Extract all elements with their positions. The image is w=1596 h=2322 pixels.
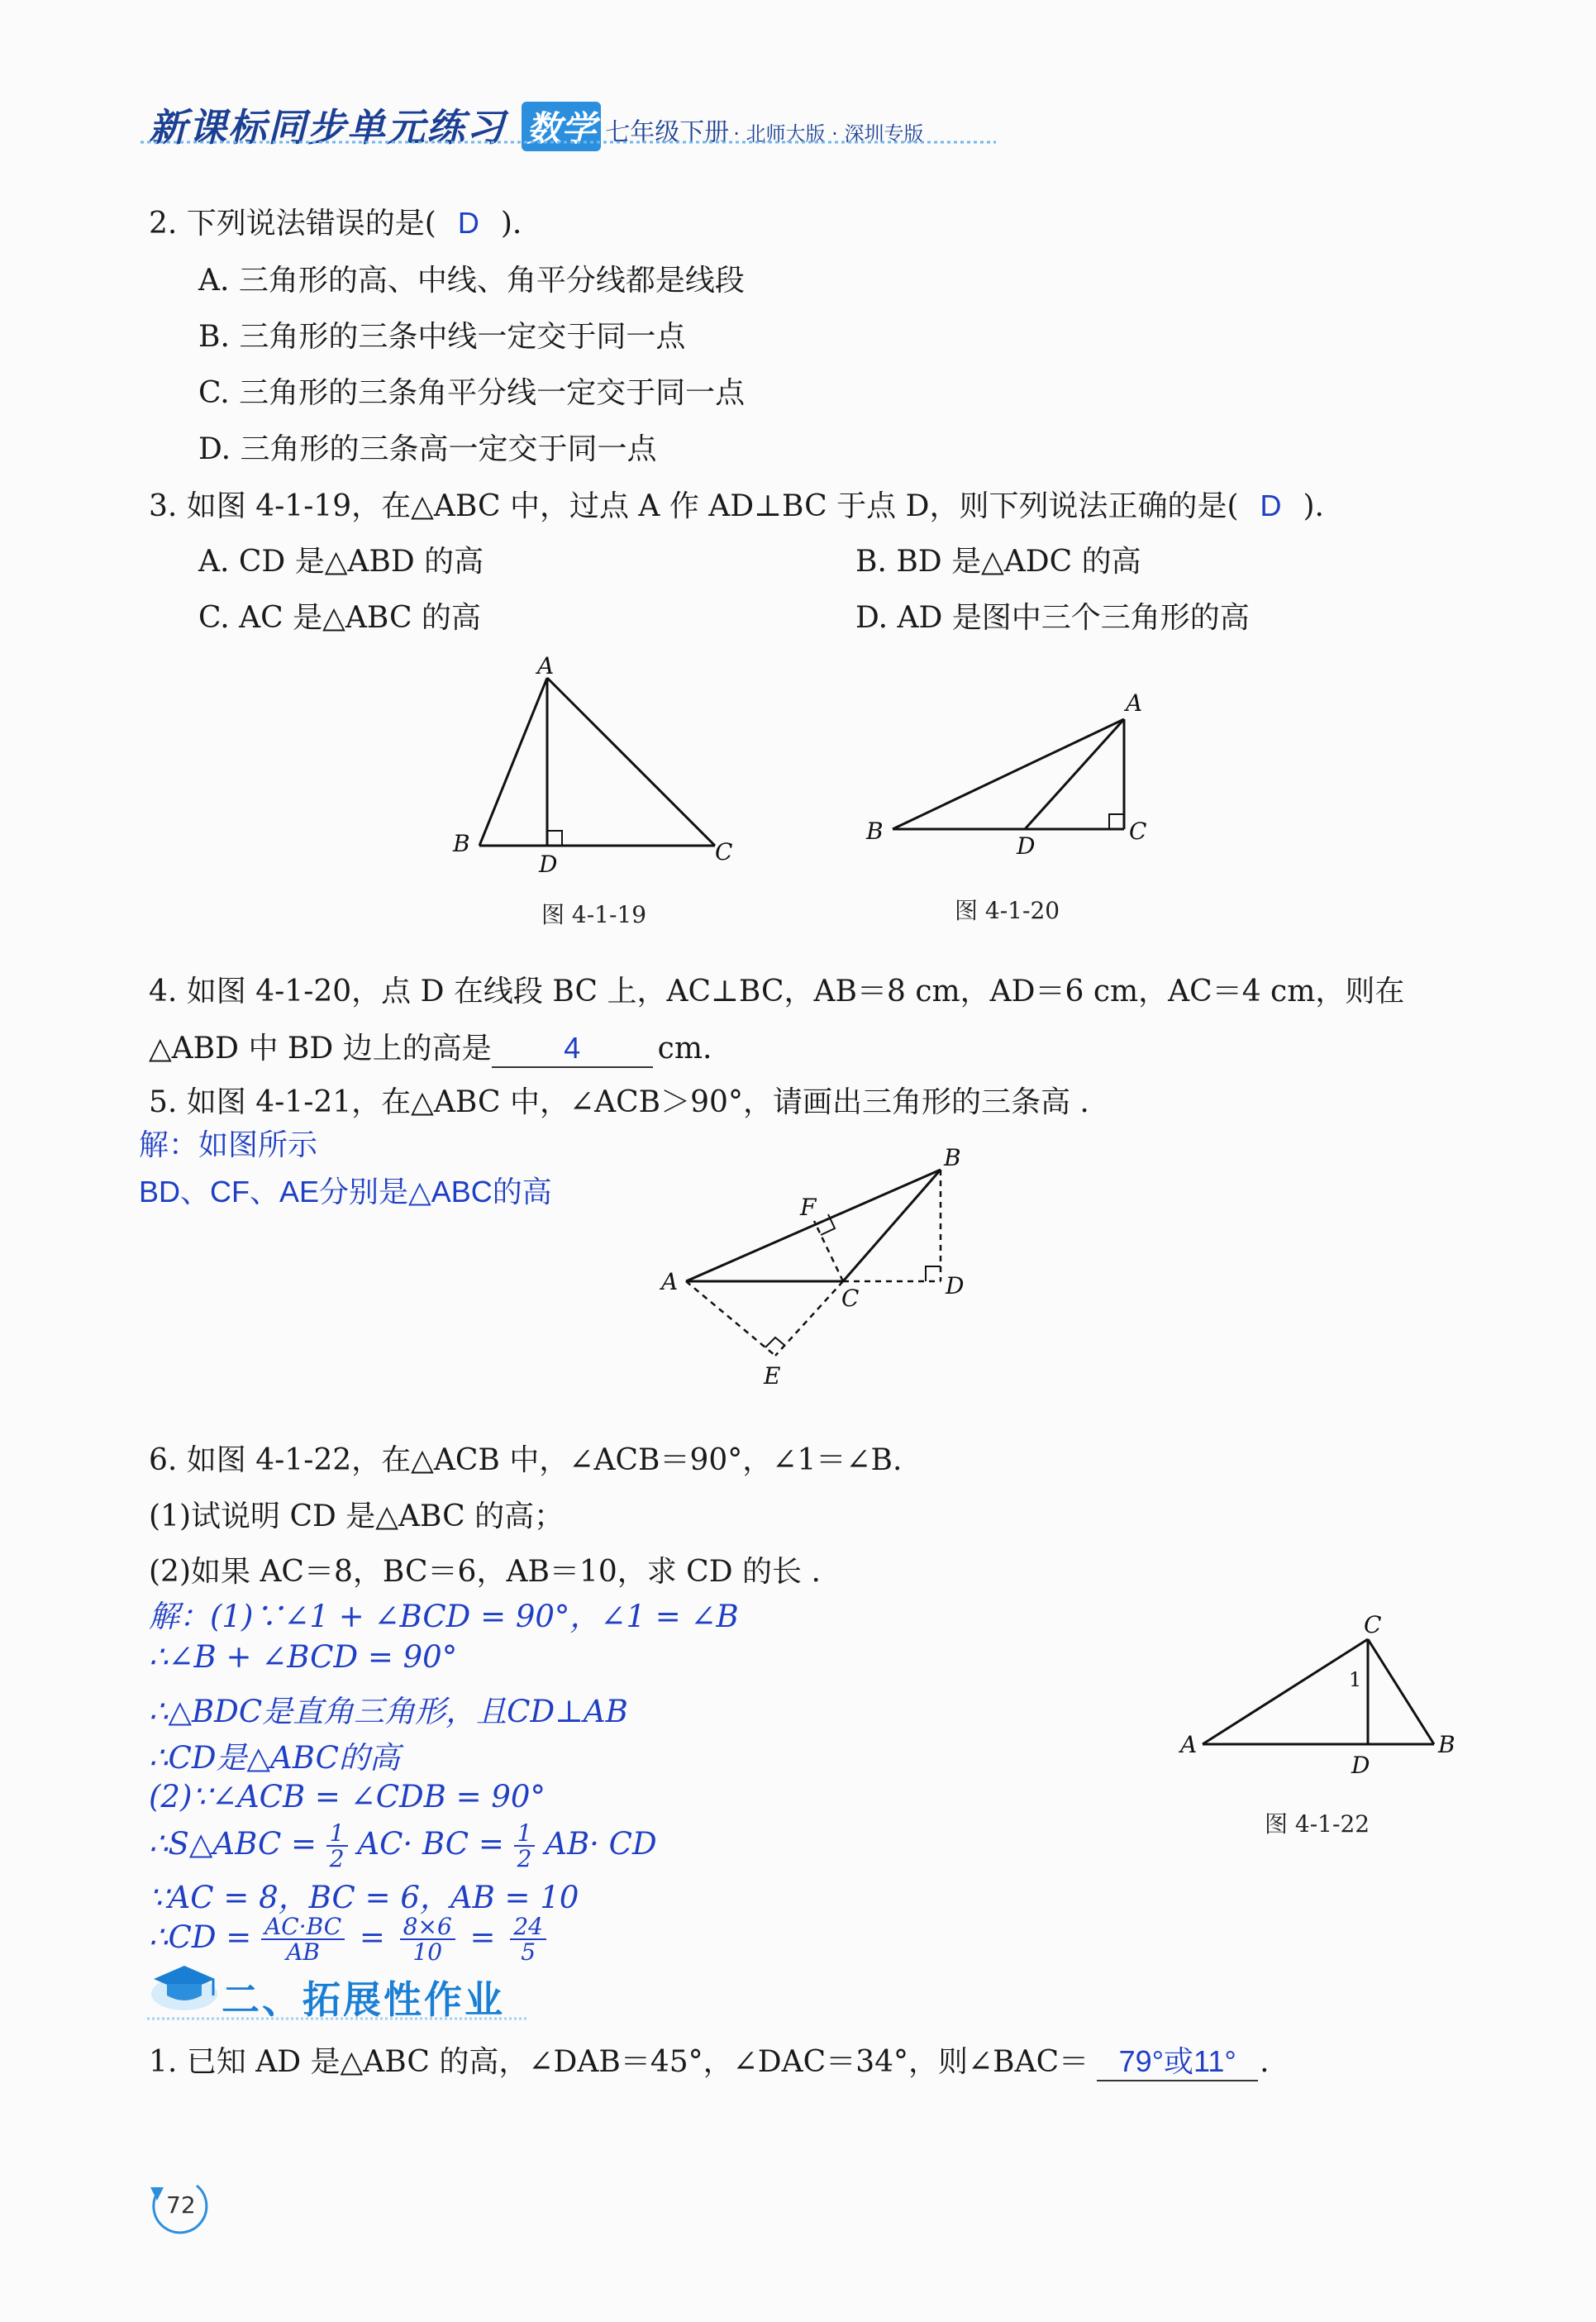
q6-half-1: $\frac{1}{2}$ [326, 1821, 348, 1871]
q6-sol-line2: ∴∠B + ∠BCD = 90° [149, 1639, 458, 1675]
fig20-label-a: A [1126, 689, 1143, 717]
fig19-side-ac [547, 678, 715, 846]
figure-4-1-20 [860, 682, 1165, 864]
fig21-label-e: E [764, 1362, 781, 1390]
q6-frac-3: $\frac{24}{5}$ [510, 1914, 546, 1965]
section-2-underline [147, 2015, 536, 2022]
q6-sol-given: ∵AC = 8，BC = 6，AB = 10 [149, 1880, 579, 1915]
fig19-label-a: A [537, 653, 555, 679]
q2-option-d: D. 三角形的三条高一定交于同一点 [198, 432, 657, 466]
fig21-right-angle-e [765, 1337, 785, 1347]
fig22-side-ac [1203, 1639, 1368, 1744]
header-underline [141, 137, 1000, 147]
q3-option-c: C. AC 是△ABC 的高 [198, 601, 481, 635]
section-2-title: 二、拓展性作业 [222, 1977, 505, 2022]
fig21-side-ab [686, 1170, 941, 1281]
fig22-label-c: C [1364, 1611, 1382, 1638]
q3-answer: D [1260, 489, 1282, 522]
header-title: 新课标同步单元练习 [149, 105, 506, 150]
fig19-side-ab [479, 678, 547, 846]
q4-line2: △ABD 中 BD 边上的高是 4 cm. [149, 1030, 712, 1068]
fig21-label-b: B [944, 1144, 961, 1171]
fig19-label-c: C [715, 838, 733, 865]
q6-sol-line1: 解：(1)∵∠1 + ∠BCD = 90°，∠1 = ∠B [149, 1599, 739, 1634]
fig22-angle-1: 1 [1349, 1668, 1362, 1691]
q6-part1: (1)试说明 CD 是△ABC 的高； [149, 1500, 565, 1533]
header-grade: 七年级下册 [605, 118, 730, 147]
fig20-right-angle [1109, 814, 1124, 829]
fig22-caption: 图 4-1-22 [1265, 1810, 1370, 1838]
q6-frac-2: $\frac{8\times 6}{10}$ [400, 1914, 455, 1965]
q3-option-b: B. BD 是△ADC 的高 [855, 545, 1141, 579]
q2-option-c: C. 三角形的三条角平分线一定交于同一点 [198, 376, 746, 410]
fig21-label-d: D [946, 1272, 965, 1299]
q4-line1: 4. 如图 4-1-20，点 D 在线段 BC 上，AC⊥BC，AB＝8 cm，AD＝6 cm，AC＝4 cm，则在 [149, 975, 1405, 1008]
fig21-label-a: A [661, 1268, 679, 1295]
q3-option-d: D. AD 是图中三个三角形的高 [855, 601, 1250, 635]
q2-stem: 2. 下列说法错误的是( D ). [149, 206, 522, 241]
q6-sol-line3: ∴△BDC是直角三角形，且CD⊥AB [149, 1694, 628, 1729]
graduation-cap-icon [147, 1957, 222, 2014]
q2-answer: D [457, 206, 479, 240]
q5-solution-2: BD、CF、AE分别是△ABC的高 [139, 1175, 552, 1209]
fig22-label-a: A [1180, 1731, 1198, 1758]
q5-solution-1: 解：如图所示 [139, 1128, 318, 1162]
fig20-label-d: D [1017, 832, 1036, 860]
fig22-label-b: B [1438, 1731, 1455, 1758]
fig21-label-f: F [800, 1194, 817, 1221]
fig21-side-bc [843, 1170, 941, 1281]
header-subject: 数学 [522, 102, 601, 151]
q2-option-a: A. 三角形的高、中线、角平分线都是线段 [198, 264, 745, 298]
fig20-label-b: B [866, 818, 884, 845]
q6-sol-area: ∴S△ABC = $\frac{1}{2}$ AC· BC = $\frac{1}{2}$ AB· CD [149, 1819, 657, 1873]
q6-sol-line4: ∴CD是△ABC的高 [149, 1740, 400, 1776]
fig19-label-d: D [539, 851, 558, 878]
page-number: 72 [166, 2191, 196, 2219]
ext-q1: 1. 已知 AD 是△ABC 的高，∠DAB＝45°，∠DAC＝34°，则∠BAC＝ 79°或11° . [149, 2043, 1270, 2081]
fig22-label-d: D [1351, 1752, 1370, 1779]
fig21-height-cf [814, 1221, 843, 1281]
fig21-height-ae [686, 1281, 775, 1356]
fig20-side-ab [893, 719, 1124, 829]
fig20-caption: 图 4-1-20 [955, 897, 1060, 924]
fig20-side-ad [1025, 719, 1124, 829]
figure-4-1-19 [438, 653, 752, 893]
fig19-caption: 图 4-1-19 [541, 901, 647, 928]
q6-part2: (2)如果 AC＝8，BC＝6，AB＝10，求 CD 的长 . [149, 1555, 821, 1589]
fig21-label-c: C [841, 1285, 860, 1312]
figure-4-1-21 [653, 1132, 1000, 1397]
fig19-right-angle [547, 831, 562, 846]
q6-frac-1: $\frac{AC\cdot BC}{AB}$ [261, 1914, 345, 1965]
q6-sol-cd: ∴CD = $\frac{AC\cdot BC}{AB}$ = $\frac{8\times 6}{10}$ = $\frac{24}{5}$ [149, 1914, 546, 1965]
fig22-side-cb [1368, 1639, 1434, 1744]
q6-stem: 6. 如图 4-1-22，在△ACB 中，∠ACB＝90°，∠1＝∠B. [149, 1443, 903, 1477]
fig21-ext-bce [775, 1281, 843, 1356]
q2-option-b: B. 三角形的三条中线一定交于同一点 [198, 320, 686, 354]
q4-answer: 4 [564, 1031, 581, 1065]
figure-4-1-22 [1165, 1600, 1479, 1781]
q3-option-a: A. CD 是△ABD 的高 [198, 545, 484, 579]
q5-stem: 5. 如图 4-1-21，在△ABC 中，∠ACB＞90°，请画出三角形的三条高 . [149, 1085, 1089, 1119]
q6-sol-line5: (2)∵∠ACB = ∠CDB = 90° [149, 1779, 545, 1814]
q3-stem: 3. 如图 4-1-19，在△ABC 中，过点 A 作 AD⊥BC 于点 D，则下列说法正确的是( D ). [149, 489, 1324, 523]
fig19-label-b: B [453, 830, 470, 857]
header-edition: · 北师大版 · 深圳专版 [733, 122, 924, 145]
q6-half-2: $\frac{1}{2}$ [514, 1821, 536, 1871]
fig21-right-angle-d [926, 1266, 941, 1281]
fig20-label-c: C [1129, 818, 1147, 845]
ext-q1-answer: 79°或11° [1118, 2044, 1236, 2078]
